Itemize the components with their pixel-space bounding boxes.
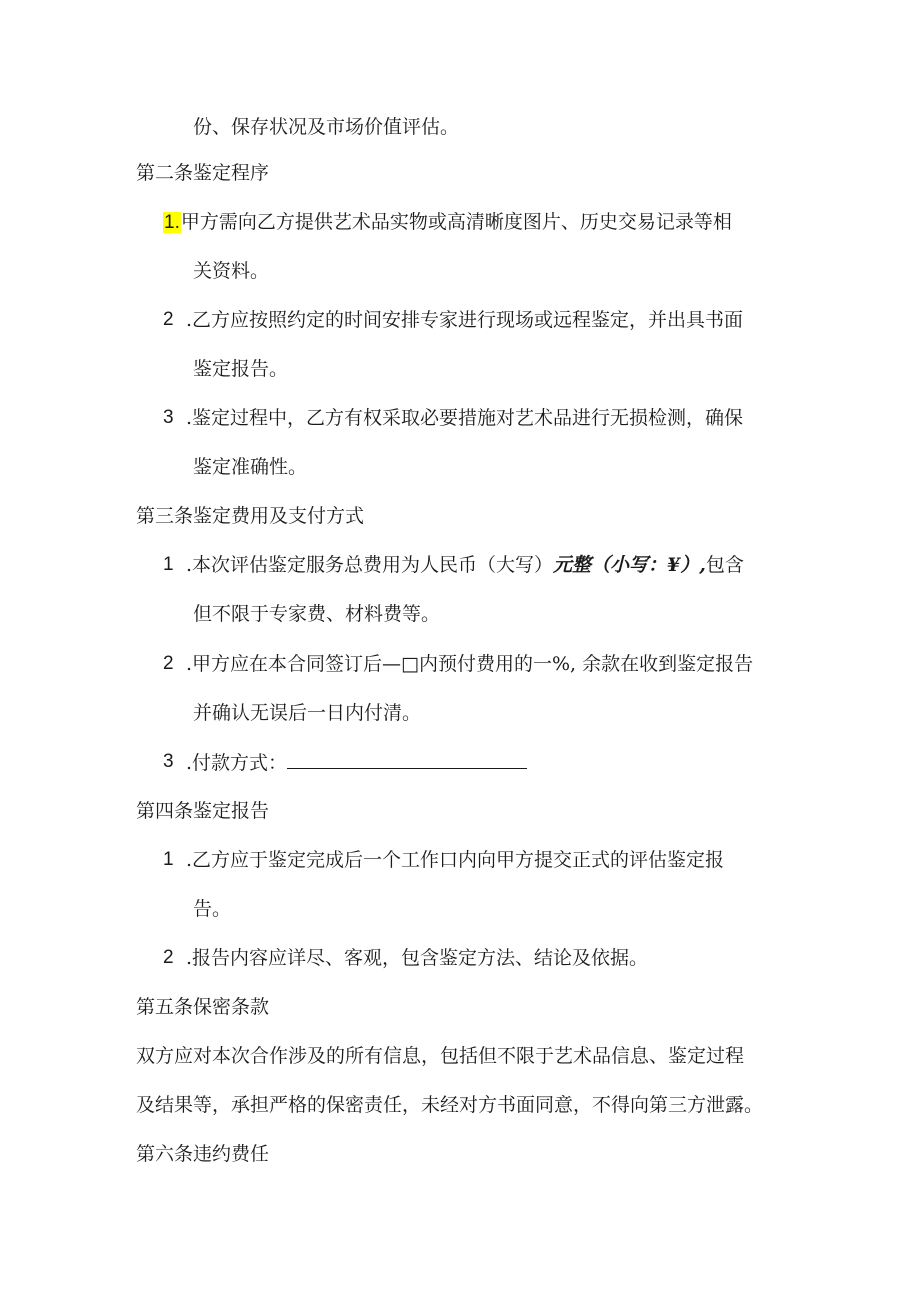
article-5-heading: 第五条保密条款 (136, 996, 270, 1018)
article-3-item-2-number: 2 (163, 653, 174, 674)
article-3-item-3 (186, 749, 527, 776)
article-1-tail: 份、保存状况及市场价值评估。 (193, 116, 460, 138)
article-5-line-1: 双方应对本次合作涉及的所有信息，包括但不限于艺术品信息、鉴定过程 (136, 1045, 745, 1067)
article-5-line-2: 及结果等，承担严格的保密责任，未经对方书面同意，不得向第三方泄露。 (136, 1094, 764, 1116)
article-2-heading: 第二条鉴定程序 (136, 162, 270, 184)
article-2-item-2-number: 2 (163, 309, 174, 330)
article-4-heading: 第四条鉴定报告 (136, 800, 270, 822)
article-4-item-1: .乙方应于鉴定完成后一个工作口内向甲方提交正式的评估鉴定报 (186, 849, 725, 871)
article-2-item-3: .鉴定过程中，乙方有权采取必要措施对艺术品进行无损检测，确保 (186, 407, 744, 429)
article-4-item-2-number: 2 (163, 947, 174, 968)
item-text-end: 包含 (705, 554, 744, 576)
article-3-item-2-cont: 并确认无误后一日内付清。 (193, 702, 422, 724)
item-text: .本次评估鉴定服务总费用为人民币（大写） (186, 554, 554, 576)
article-4-item-1-number: 1 (163, 849, 174, 870)
item-text: 甲方需向乙方提供艺术品实物或高清晰度图片、历史交易记录等相 (180, 211, 732, 233)
payment-method-label: .付款方式： (186, 752, 288, 774)
article-2-item-1 (163, 209, 732, 236)
payment-method-blank (287, 749, 527, 769)
article-4-item-2: .报告内容应详尽、客观，包含鉴定方法、结论及依据。 (186, 947, 649, 969)
article-6-heading: 第六条违约费任 (136, 1143, 270, 1165)
article-2-item-1-cont: 关资料。 (193, 260, 270, 282)
article-3-item-3-number: 3 (163, 751, 174, 772)
article-3-item-1-number: 1 (163, 554, 174, 575)
article-2-item-3-number: 3 (163, 407, 174, 428)
article-3-item-1 (186, 552, 744, 578)
amount-emphasis: 元整（小写：¥）, (553, 554, 706, 576)
article-3-item-2: .甲方应在本合同签订后—□内预付费用的一%, 余款在收到鉴定报告 (186, 653, 754, 675)
article-2-item-2-cont: 鉴定报告。 (193, 358, 289, 380)
article-2-item-3-cont: 鉴定准确性。 (193, 456, 308, 478)
article-3-heading: 第三条鉴定费用及支付方式 (136, 505, 365, 527)
item-number-highlighted: 1. (164, 212, 180, 233)
article-3-item-1-cont: 但不限于专家费、材料费等。 (193, 603, 441, 625)
article-2-item-2: .乙方应按照约定的时间安排专家进行现场或远程鉴定，并出具书面 (186, 309, 744, 331)
article-4-item-1-cont: 告。 (193, 898, 232, 920)
